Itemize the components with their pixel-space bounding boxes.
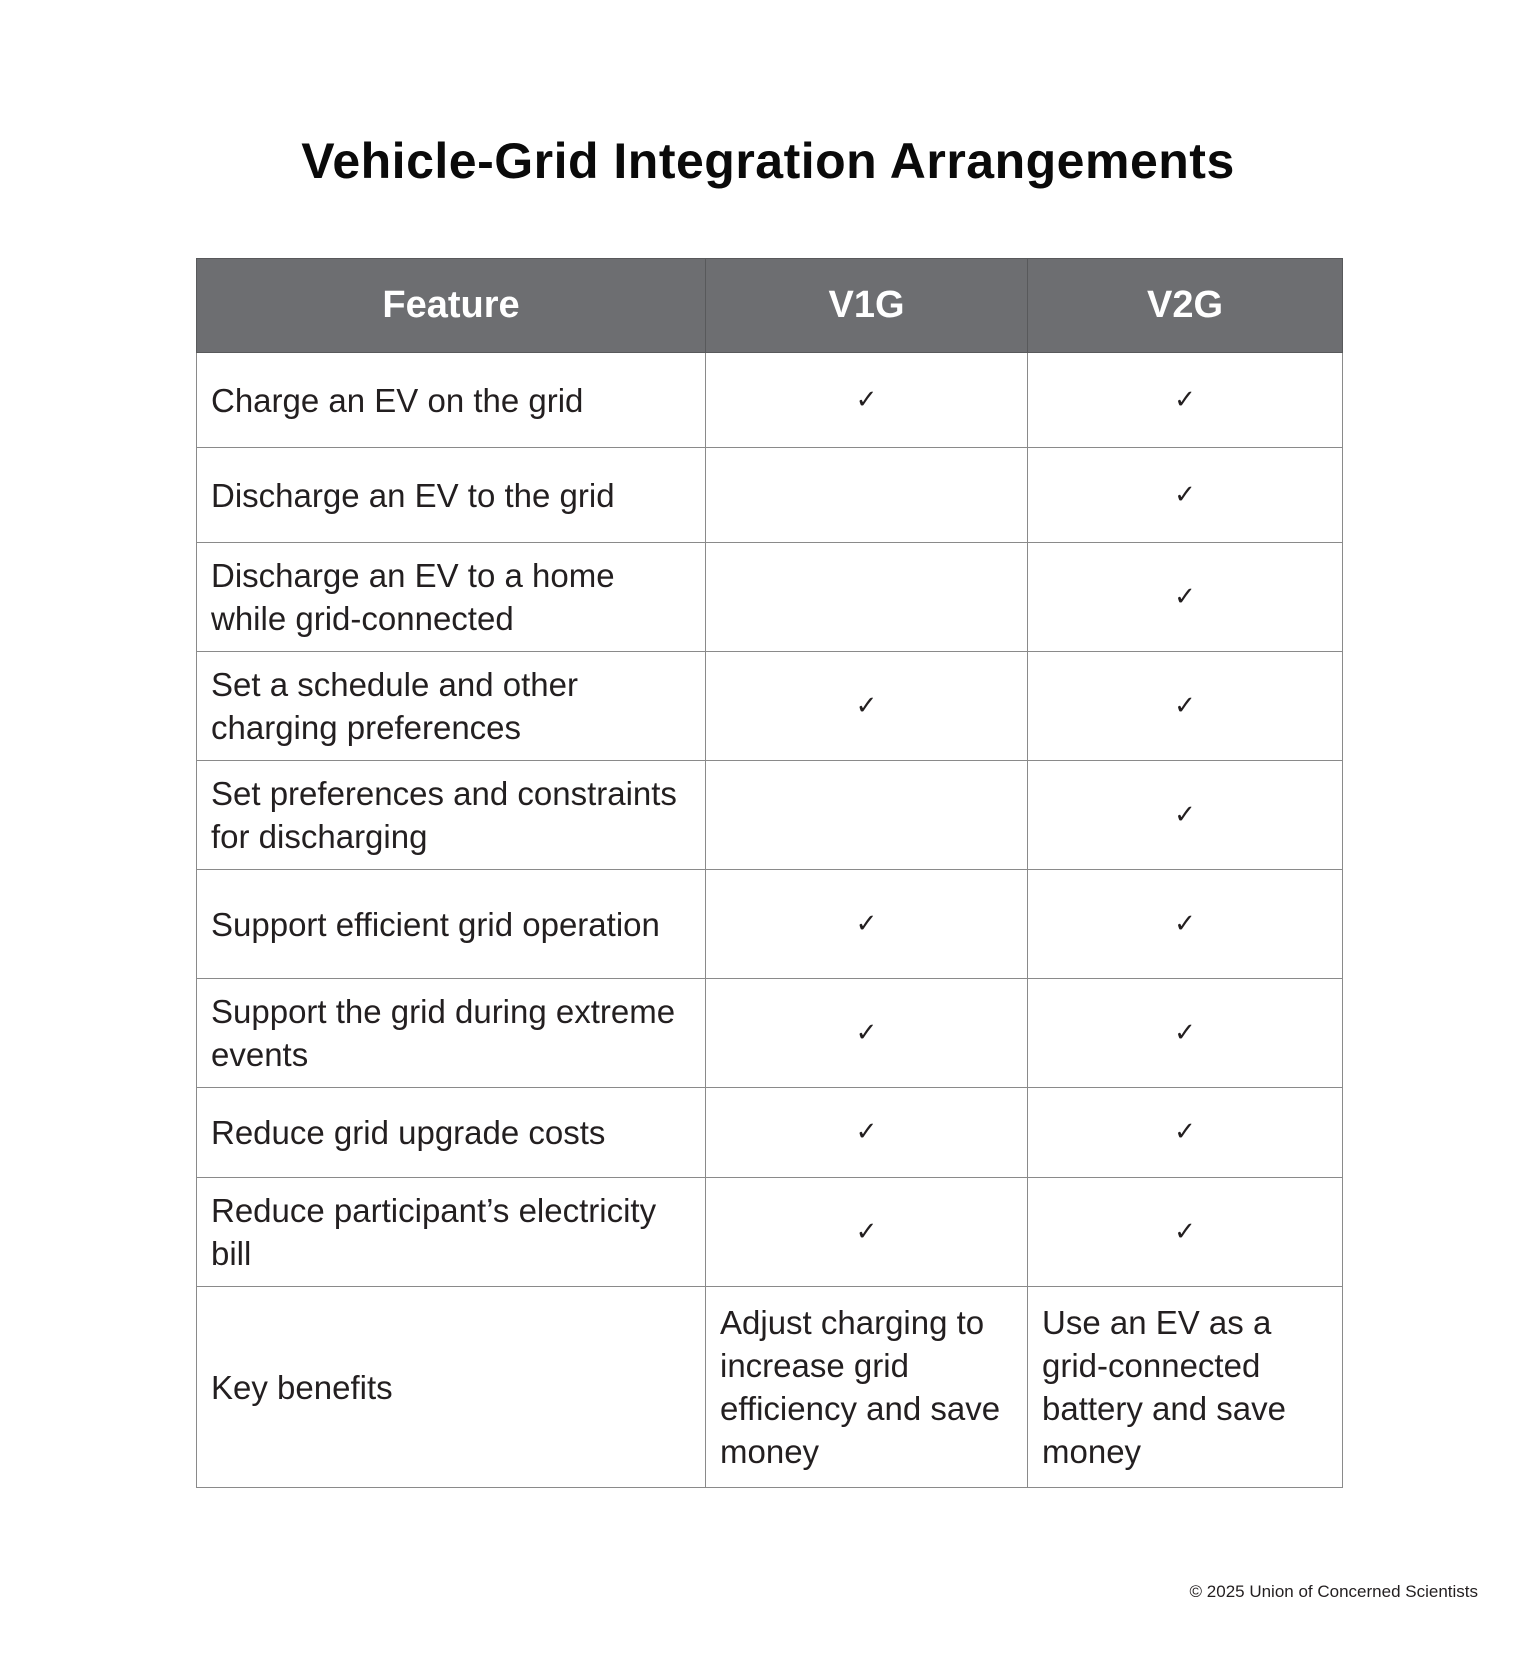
v2g-check-cell: ✓ bbox=[1028, 1088, 1343, 1178]
feature-cell: Charge an EV on the grid bbox=[197, 353, 706, 448]
table-row bbox=[197, 353, 1343, 448]
column-header-v2g: V2G bbox=[1028, 259, 1343, 353]
v2g-benefit-cell: Use an EV as a grid-connected battery and save money bbox=[1028, 1287, 1343, 1488]
table-row bbox=[197, 448, 1343, 543]
v1g-check-cell: ✓ bbox=[706, 870, 1028, 979]
v1g-check-cell: ✓ bbox=[706, 353, 1028, 448]
feature-cell: Reduce grid upgrade costs bbox=[197, 1088, 706, 1178]
v2g-check-cell: ✓ bbox=[1028, 870, 1343, 979]
v2g-check-cell: ✓ bbox=[1028, 543, 1343, 652]
copyright-footer: © 2025 Union of Concerned Scientists bbox=[1189, 1582, 1478, 1601]
feature-cell: Support the grid during extreme events bbox=[197, 979, 706, 1088]
v1g-check-cell: ✓ bbox=[706, 1178, 1028, 1287]
v1g-check-cell bbox=[706, 448, 1028, 543]
v1g-check-cell: ✓ bbox=[706, 1088, 1028, 1178]
v2g-check-cell: ✓ bbox=[1028, 448, 1343, 543]
feature-cell: Discharge an EV to a home while grid-connected bbox=[197, 543, 706, 652]
v2g-check-cell: ✓ bbox=[1028, 652, 1343, 761]
comparison-table bbox=[196, 258, 1343, 1488]
v1g-check-cell bbox=[706, 543, 1028, 652]
v1g-check-cell: ✓ bbox=[706, 979, 1028, 1088]
feature-cell: Discharge an EV to the grid bbox=[197, 448, 706, 543]
table-row bbox=[197, 1088, 1343, 1178]
v1g-check-cell bbox=[706, 761, 1028, 870]
table-header-row bbox=[197, 259, 1343, 353]
column-header-v1g: V1G bbox=[706, 259, 1028, 353]
feature-cell: Set a schedule and other charging preferences bbox=[197, 652, 706, 761]
feature-cell: Reduce participant’s electricity bill bbox=[197, 1178, 706, 1287]
v2g-check-cell: ✓ bbox=[1028, 979, 1343, 1088]
feature-cell: Support efficient grid operation bbox=[197, 870, 706, 979]
table-row bbox=[197, 1287, 1343, 1488]
table-row bbox=[197, 652, 1343, 761]
v2g-check-cell: ✓ bbox=[1028, 1178, 1343, 1287]
column-header-feature: Feature bbox=[197, 259, 706, 353]
page-title: Vehicle-Grid Integration Arrangements bbox=[301, 133, 1235, 189]
v1g-check-cell: ✓ bbox=[706, 652, 1028, 761]
v2g-check-cell: ✓ bbox=[1028, 761, 1343, 870]
feature-cell: Set preferences and constraints for discharging bbox=[197, 761, 706, 870]
table-row bbox=[197, 870, 1343, 979]
table-row bbox=[197, 543, 1343, 652]
feature-cell: Key benefits bbox=[197, 1287, 706, 1488]
table-row bbox=[197, 979, 1343, 1088]
v1g-benefit-cell: Adjust charging to increase grid efficiency and save money bbox=[706, 1287, 1028, 1488]
table-row bbox=[197, 1178, 1343, 1287]
table-row bbox=[197, 761, 1343, 870]
v2g-check-cell: ✓ bbox=[1028, 353, 1343, 448]
